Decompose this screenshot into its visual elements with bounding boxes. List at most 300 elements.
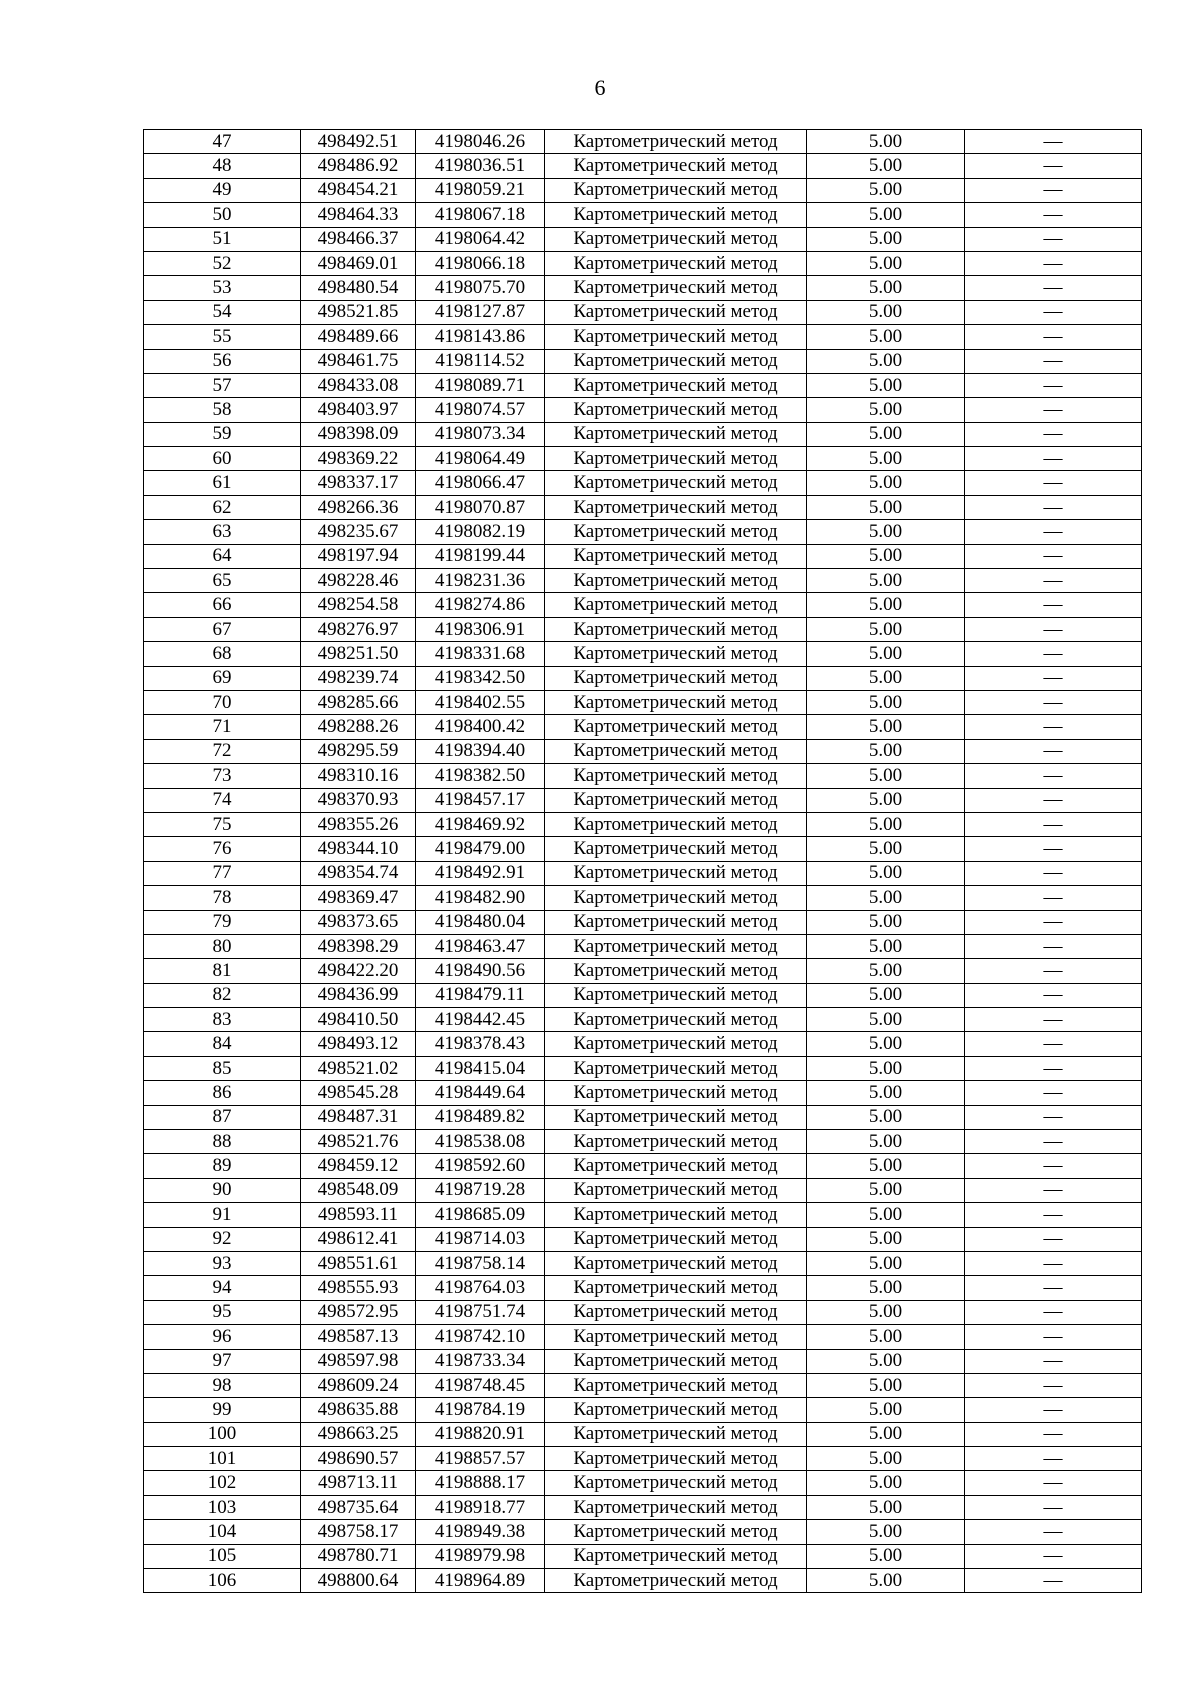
description-cell: — <box>965 1251 1142 1275</box>
point-number-cell: 87 <box>144 1105 301 1129</box>
description-cell: — <box>965 422 1142 446</box>
description-cell: — <box>965 959 1142 983</box>
point-number-cell: 64 <box>144 544 301 568</box>
x-coordinate-cell: 498597.98 <box>301 1349 416 1373</box>
description-cell: — <box>965 642 1142 666</box>
accuracy-cell: 5.00 <box>807 276 965 300</box>
method-cell: Картометрический метод <box>545 642 807 666</box>
method-cell: Картометрический метод <box>545 1495 807 1519</box>
description-cell: — <box>965 690 1142 714</box>
table-row <box>144 886 1142 910</box>
accuracy-cell: 5.00 <box>807 812 965 836</box>
accuracy-cell: 5.00 <box>807 1544 965 1568</box>
y-coordinate-cell: 4198067.18 <box>416 203 545 227</box>
x-coordinate-cell: 498548.09 <box>301 1178 416 1202</box>
table-row <box>144 1008 1142 1032</box>
accuracy-cell: 5.00 <box>807 422 965 446</box>
method-cell: Картометрический метод <box>545 1373 807 1397</box>
accuracy-cell: 5.00 <box>807 1178 965 1202</box>
description-cell: — <box>965 788 1142 812</box>
y-coordinate-cell: 4198758.14 <box>416 1251 545 1275</box>
accuracy-cell: 5.00 <box>807 1300 965 1324</box>
table-row <box>144 1447 1142 1471</box>
y-coordinate-cell: 4198479.11 <box>416 983 545 1007</box>
description-cell: — <box>965 130 1142 154</box>
accuracy-cell: 5.00 <box>807 715 965 739</box>
y-coordinate-cell: 4198733.34 <box>416 1349 545 1373</box>
method-cell: Картометрический метод <box>545 495 807 519</box>
accuracy-cell: 5.00 <box>807 325 965 349</box>
y-coordinate-cell: 4198719.28 <box>416 1178 545 1202</box>
description-cell: — <box>965 1544 1142 1568</box>
point-number-cell: 56 <box>144 349 301 373</box>
point-number-cell: 77 <box>144 861 301 885</box>
y-coordinate-cell: 4198784.19 <box>416 1398 545 1422</box>
y-coordinate-cell: 4198857.57 <box>416 1447 545 1471</box>
table-row <box>144 739 1142 763</box>
method-cell: Картометрический метод <box>545 1130 807 1154</box>
x-coordinate-cell: 498521.76 <box>301 1130 416 1154</box>
table-row <box>144 1349 1142 1373</box>
point-number-cell: 61 <box>144 471 301 495</box>
description-cell: — <box>965 569 1142 593</box>
x-coordinate-cell: 498713.11 <box>301 1471 416 1495</box>
table-row <box>144 642 1142 666</box>
x-coordinate-cell: 498235.67 <box>301 520 416 544</box>
x-coordinate-cell: 498545.28 <box>301 1081 416 1105</box>
table-row <box>144 617 1142 641</box>
table-row <box>144 1398 1142 1422</box>
x-coordinate-cell: 498454.21 <box>301 178 416 202</box>
y-coordinate-cell: 4198748.45 <box>416 1373 545 1397</box>
accuracy-cell: 5.00 <box>807 203 965 227</box>
table-row <box>144 495 1142 519</box>
description-cell: — <box>965 1349 1142 1373</box>
table-row <box>144 1300 1142 1324</box>
method-cell: Картометрический метод <box>545 1447 807 1471</box>
point-number-cell: 52 <box>144 251 301 275</box>
y-coordinate-cell: 4198457.17 <box>416 788 545 812</box>
accuracy-cell: 5.00 <box>807 1105 965 1129</box>
description-cell: — <box>965 544 1142 568</box>
y-coordinate-cell: 4198274.86 <box>416 593 545 617</box>
method-cell: Картометрический метод <box>545 764 807 788</box>
method-cell: Картометрический метод <box>545 447 807 471</box>
accuracy-cell: 5.00 <box>807 349 965 373</box>
y-coordinate-cell: 4198114.52 <box>416 349 545 373</box>
method-cell: Картометрический метод <box>545 1349 807 1373</box>
y-coordinate-cell: 4198742.10 <box>416 1325 545 1349</box>
coordinates-table-body <box>144 130 1142 1593</box>
y-coordinate-cell: 4198490.56 <box>416 959 545 983</box>
accuracy-cell: 5.00 <box>807 617 965 641</box>
point-number-cell: 80 <box>144 934 301 958</box>
x-coordinate-cell: 498369.22 <box>301 447 416 471</box>
description-cell: — <box>965 1032 1142 1056</box>
description-cell: — <box>965 1203 1142 1227</box>
y-coordinate-cell: 4198442.45 <box>416 1008 545 1032</box>
table-row <box>144 593 1142 617</box>
table-row <box>144 837 1142 861</box>
point-number-cell: 95 <box>144 1300 301 1324</box>
x-coordinate-cell: 498337.17 <box>301 471 416 495</box>
y-coordinate-cell: 4198979.98 <box>416 1544 545 1568</box>
y-coordinate-cell: 4198382.50 <box>416 764 545 788</box>
accuracy-cell: 5.00 <box>807 788 965 812</box>
point-number-cell: 102 <box>144 1471 301 1495</box>
accuracy-cell: 5.00 <box>807 1251 965 1275</box>
table-row <box>144 1251 1142 1275</box>
method-cell: Картометрический метод <box>545 1276 807 1300</box>
accuracy-cell: 5.00 <box>807 1373 965 1397</box>
accuracy-cell: 5.00 <box>807 1008 965 1032</box>
point-number-cell: 103 <box>144 1495 301 1519</box>
description-cell: — <box>965 861 1142 885</box>
method-cell: Картометрический метод <box>545 422 807 446</box>
table-row <box>144 1373 1142 1397</box>
accuracy-cell: 5.00 <box>807 837 965 861</box>
accuracy-cell: 5.00 <box>807 569 965 593</box>
x-coordinate-cell: 498735.64 <box>301 1495 416 1519</box>
accuracy-cell: 5.00 <box>807 1471 965 1495</box>
description-cell: — <box>965 495 1142 519</box>
method-cell: Картометрический метод <box>545 1081 807 1105</box>
method-cell: Картометрический метод <box>545 1056 807 1080</box>
description-cell: — <box>965 934 1142 958</box>
y-coordinate-cell: 4198046.26 <box>416 130 545 154</box>
accuracy-cell: 5.00 <box>807 1227 965 1251</box>
accuracy-cell: 5.00 <box>807 471 965 495</box>
description-cell: — <box>965 739 1142 763</box>
y-coordinate-cell: 4198082.19 <box>416 520 545 544</box>
x-coordinate-cell: 498464.33 <box>301 203 416 227</box>
method-cell: Картометрический метод <box>545 276 807 300</box>
x-coordinate-cell: 498521.85 <box>301 300 416 324</box>
y-coordinate-cell: 4198538.08 <box>416 1130 545 1154</box>
table-row <box>144 1544 1142 1568</box>
accuracy-cell: 5.00 <box>807 642 965 666</box>
x-coordinate-cell: 498587.13 <box>301 1325 416 1349</box>
accuracy-cell: 5.00 <box>807 1349 965 1373</box>
point-number-cell: 82 <box>144 983 301 1007</box>
table-row <box>144 520 1142 544</box>
method-cell: Картометрический метод <box>545 1008 807 1032</box>
method-cell: Картометрический метод <box>545 1544 807 1568</box>
x-coordinate-cell: 498459.12 <box>301 1154 416 1178</box>
accuracy-cell: 5.00 <box>807 910 965 934</box>
y-coordinate-cell: 4198888.17 <box>416 1471 545 1495</box>
x-coordinate-cell: 498422.20 <box>301 959 416 983</box>
point-number-cell: 74 <box>144 788 301 812</box>
description-cell: — <box>965 178 1142 202</box>
accuracy-cell: 5.00 <box>807 178 965 202</box>
table-row <box>144 178 1142 202</box>
accuracy-cell: 5.00 <box>807 1447 965 1471</box>
method-cell: Картометрический метод <box>545 715 807 739</box>
table-row <box>144 1325 1142 1349</box>
method-cell: Картометрический метод <box>545 1154 807 1178</box>
x-coordinate-cell: 498373.65 <box>301 910 416 934</box>
method-cell: Картометрический метод <box>545 520 807 544</box>
description-cell: — <box>965 1227 1142 1251</box>
x-coordinate-cell: 498521.02 <box>301 1056 416 1080</box>
table-row <box>144 1569 1142 1593</box>
description-cell: — <box>965 1520 1142 1544</box>
point-number-cell: 70 <box>144 690 301 714</box>
point-number-cell: 92 <box>144 1227 301 1251</box>
point-number-cell: 98 <box>144 1373 301 1397</box>
point-number-cell: 65 <box>144 569 301 593</box>
method-cell: Картометрический метод <box>545 886 807 910</box>
x-coordinate-cell: 498239.74 <box>301 666 416 690</box>
y-coordinate-cell: 4198059.21 <box>416 178 545 202</box>
x-coordinate-cell: 498758.17 <box>301 1520 416 1544</box>
point-number-cell: 76 <box>144 837 301 861</box>
y-coordinate-cell: 4198070.87 <box>416 495 545 519</box>
description-cell: — <box>965 983 1142 1007</box>
point-number-cell: 101 <box>144 1447 301 1471</box>
method-cell: Картометрический метод <box>545 154 807 178</box>
y-coordinate-cell: 4198378.43 <box>416 1032 545 1056</box>
x-coordinate-cell: 498492.51 <box>301 130 416 154</box>
table-row <box>144 764 1142 788</box>
description-cell: — <box>965 837 1142 861</box>
method-cell: Картометрический метод <box>545 130 807 154</box>
x-coordinate-cell: 498403.97 <box>301 398 416 422</box>
accuracy-cell: 5.00 <box>807 1032 965 1056</box>
point-number-cell: 91 <box>144 1203 301 1227</box>
table-row <box>144 422 1142 446</box>
table-row <box>144 861 1142 885</box>
description-cell: — <box>965 764 1142 788</box>
x-coordinate-cell: 498266.36 <box>301 495 416 519</box>
point-number-cell: 88 <box>144 1130 301 1154</box>
description-cell: — <box>965 1008 1142 1032</box>
y-coordinate-cell: 4198949.38 <box>416 1520 545 1544</box>
accuracy-cell: 5.00 <box>807 1569 965 1593</box>
x-coordinate-cell: 498254.58 <box>301 593 416 617</box>
y-coordinate-cell: 4198306.91 <box>416 617 545 641</box>
method-cell: Картометрический метод <box>545 1300 807 1324</box>
method-cell: Картометрический метод <box>545 1227 807 1251</box>
method-cell: Картометрический метод <box>545 690 807 714</box>
y-coordinate-cell: 4198036.51 <box>416 154 545 178</box>
table-row <box>144 1178 1142 1202</box>
method-cell: Картометрический метод <box>545 812 807 836</box>
point-number-cell: 55 <box>144 325 301 349</box>
point-number-cell: 83 <box>144 1008 301 1032</box>
accuracy-cell: 5.00 <box>807 764 965 788</box>
x-coordinate-cell: 498551.61 <box>301 1251 416 1275</box>
method-cell: Картометрический метод <box>545 593 807 617</box>
description-cell: — <box>965 447 1142 471</box>
y-coordinate-cell: 4198480.04 <box>416 910 545 934</box>
x-coordinate-cell: 498487.31 <box>301 1105 416 1129</box>
table-row <box>144 1056 1142 1080</box>
method-cell: Картометрический метод <box>545 349 807 373</box>
description-cell: — <box>965 1081 1142 1105</box>
y-coordinate-cell: 4198492.91 <box>416 861 545 885</box>
table-row <box>144 251 1142 275</box>
method-cell: Картометрический метод <box>545 1520 807 1544</box>
method-cell: Картометрический метод <box>545 1325 807 1349</box>
accuracy-cell: 5.00 <box>807 1422 965 1446</box>
y-coordinate-cell: 4198066.47 <box>416 471 545 495</box>
point-number-cell: 72 <box>144 739 301 763</box>
table-row <box>144 1154 1142 1178</box>
y-coordinate-cell: 4198751.74 <box>416 1300 545 1324</box>
accuracy-cell: 5.00 <box>807 1130 965 1154</box>
description-cell: — <box>965 1373 1142 1397</box>
y-coordinate-cell: 4198820.91 <box>416 1422 545 1446</box>
x-coordinate-cell: 498461.75 <box>301 349 416 373</box>
point-number-cell: 62 <box>144 495 301 519</box>
method-cell: Картометрический метод <box>545 910 807 934</box>
point-number-cell: 100 <box>144 1422 301 1446</box>
y-coordinate-cell: 4198964.89 <box>416 1569 545 1593</box>
method-cell: Картометрический метод <box>545 739 807 763</box>
accuracy-cell: 5.00 <box>807 959 965 983</box>
y-coordinate-cell: 4198469.92 <box>416 812 545 836</box>
point-number-cell: 94 <box>144 1276 301 1300</box>
method-cell: Картометрический метод <box>545 861 807 885</box>
y-coordinate-cell: 4198415.04 <box>416 1056 545 1080</box>
point-number-cell: 48 <box>144 154 301 178</box>
table-row <box>144 1081 1142 1105</box>
x-coordinate-cell: 498197.94 <box>301 544 416 568</box>
table-row <box>144 471 1142 495</box>
table-row <box>144 910 1142 934</box>
description-cell: — <box>965 373 1142 397</box>
y-coordinate-cell: 4198400.42 <box>416 715 545 739</box>
table-row <box>144 300 1142 324</box>
point-number-cell: 106 <box>144 1569 301 1593</box>
table-row <box>144 934 1142 958</box>
y-coordinate-cell: 4198143.86 <box>416 325 545 349</box>
point-number-cell: 79 <box>144 910 301 934</box>
point-number-cell: 86 <box>144 1081 301 1105</box>
table-row <box>144 130 1142 154</box>
accuracy-cell: 5.00 <box>807 1081 965 1105</box>
y-coordinate-cell: 4198231.36 <box>416 569 545 593</box>
point-number-cell: 58 <box>144 398 301 422</box>
method-cell: Картометрический метод <box>545 178 807 202</box>
point-number-cell: 51 <box>144 227 301 251</box>
x-coordinate-cell: 498228.46 <box>301 569 416 593</box>
method-cell: Картометрический метод <box>545 1251 807 1275</box>
description-cell: — <box>965 593 1142 617</box>
point-number-cell: 63 <box>144 520 301 544</box>
x-coordinate-cell: 498295.59 <box>301 739 416 763</box>
accuracy-cell: 5.00 <box>807 520 965 544</box>
point-number-cell: 99 <box>144 1398 301 1422</box>
y-coordinate-cell: 4198489.82 <box>416 1105 545 1129</box>
method-cell: Картометрический метод <box>545 1471 807 1495</box>
accuracy-cell: 5.00 <box>807 1056 965 1080</box>
method-cell: Картометрический метод <box>545 251 807 275</box>
point-number-cell: 105 <box>144 1544 301 1568</box>
x-coordinate-cell: 498493.12 <box>301 1032 416 1056</box>
table-row <box>144 666 1142 690</box>
point-number-cell: 93 <box>144 1251 301 1275</box>
accuracy-cell: 5.00 <box>807 983 965 1007</box>
method-cell: Картометрический метод <box>545 666 807 690</box>
description-cell: — <box>965 251 1142 275</box>
table-row <box>144 1495 1142 1519</box>
x-coordinate-cell: 498276.97 <box>301 617 416 641</box>
y-coordinate-cell: 4198199.44 <box>416 544 545 568</box>
table-row <box>144 1520 1142 1544</box>
y-coordinate-cell: 4198075.70 <box>416 276 545 300</box>
point-number-cell: 97 <box>144 1349 301 1373</box>
accuracy-cell: 5.00 <box>807 690 965 714</box>
coordinates-table <box>143 129 1142 1593</box>
x-coordinate-cell: 498690.57 <box>301 1447 416 1471</box>
y-coordinate-cell: 4198127.87 <box>416 300 545 324</box>
x-coordinate-cell: 498593.11 <box>301 1203 416 1227</box>
point-number-cell: 75 <box>144 812 301 836</box>
point-number-cell: 84 <box>144 1032 301 1056</box>
x-coordinate-cell: 498486.92 <box>301 154 416 178</box>
y-coordinate-cell: 4198685.09 <box>416 1203 545 1227</box>
description-cell: — <box>965 1105 1142 1129</box>
description-cell: — <box>965 203 1142 227</box>
table-row <box>144 1227 1142 1251</box>
description-cell: — <box>965 910 1142 934</box>
description-cell: — <box>965 398 1142 422</box>
x-coordinate-cell: 498663.25 <box>301 1422 416 1446</box>
point-number-cell: 71 <box>144 715 301 739</box>
accuracy-cell: 5.00 <box>807 1203 965 1227</box>
table-row <box>144 398 1142 422</box>
x-coordinate-cell: 498355.26 <box>301 812 416 836</box>
page-number: 6 <box>594 75 606 100</box>
accuracy-cell: 5.00 <box>807 447 965 471</box>
accuracy-cell: 5.00 <box>807 1325 965 1349</box>
method-cell: Картометрический метод <box>545 983 807 1007</box>
description-cell: — <box>965 1276 1142 1300</box>
table-row <box>144 1105 1142 1129</box>
method-cell: Картометрический метод <box>545 934 807 958</box>
point-number-cell: 81 <box>144 959 301 983</box>
x-coordinate-cell: 498489.66 <box>301 325 416 349</box>
x-coordinate-cell: 498780.71 <box>301 1544 416 1568</box>
method-cell: Картометрический метод <box>545 617 807 641</box>
method-cell: Картометрический метод <box>545 1203 807 1227</box>
y-coordinate-cell: 4198714.03 <box>416 1227 545 1251</box>
accuracy-cell: 5.00 <box>807 1154 965 1178</box>
description-cell: — <box>965 1495 1142 1519</box>
point-number-cell: 60 <box>144 447 301 471</box>
x-coordinate-cell: 498398.09 <box>301 422 416 446</box>
point-number-cell: 50 <box>144 203 301 227</box>
table-row <box>144 349 1142 373</box>
point-number-cell: 68 <box>144 642 301 666</box>
y-coordinate-cell: 4198918.77 <box>416 1495 545 1519</box>
y-coordinate-cell: 4198764.03 <box>416 1276 545 1300</box>
point-number-cell: 78 <box>144 886 301 910</box>
accuracy-cell: 5.00 <box>807 544 965 568</box>
x-coordinate-cell: 498555.93 <box>301 1276 416 1300</box>
table-row <box>144 1276 1142 1300</box>
accuracy-cell: 5.00 <box>807 130 965 154</box>
point-number-cell: 59 <box>144 422 301 446</box>
accuracy-cell: 5.00 <box>807 154 965 178</box>
accuracy-cell: 5.00 <box>807 1520 965 1544</box>
x-coordinate-cell: 498285.66 <box>301 690 416 714</box>
description-cell: — <box>965 1325 1142 1349</box>
accuracy-cell: 5.00 <box>807 300 965 324</box>
